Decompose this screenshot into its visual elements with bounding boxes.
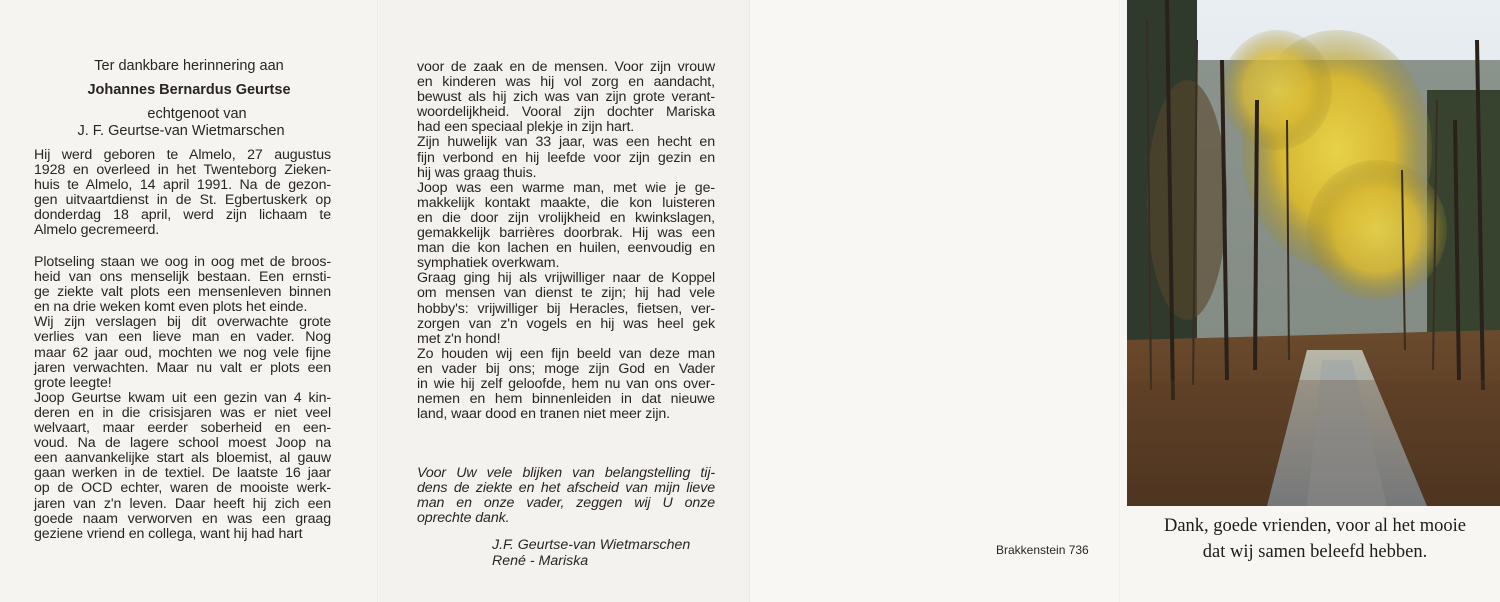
text-line: Plotseling staan we oog in oog met de broos- [34, 254, 331, 270]
text-line: heid van ons menselijk bestaan. Een ernsti- [34, 269, 331, 286]
text-line: Zo houden wij een fijn beeld van deze man [417, 345, 715, 362]
thanks-paragraph [417, 466, 715, 526]
text-line: voor de zaak en de mensen. Voor zijn vrouw [417, 59, 715, 75]
text-line: een aanvankelijke start als bloemist, al gauw [34, 450, 331, 467]
text-line: Hij werd geboren te Almelo, 27 augustus [34, 147, 331, 163]
text-line: gen uitvaartdienst in de St. Egbertuskerk op [34, 192, 331, 209]
forest-path-photo [1127, 0, 1500, 506]
signature-spouse: J.F. Geurtse-van Wietmarschen [492, 537, 691, 553]
text-line: bewust als hij zich was van zijn grote verant- [417, 89, 715, 106]
text-line: fijn verbond en hij leefde voor zijn gezin en [417, 149, 715, 166]
fold-line [749, 0, 751, 602]
text-line: op de OCD echter, waren de mooiste werk- [34, 480, 331, 497]
text-line: Voor Uw vele blijken van belangstelling tij- [417, 465, 715, 481]
text-line: man en onze vader, zeggen wij U onze [417, 495, 715, 512]
text-line: met z'n hond! [417, 330, 501, 347]
text-line: goede naam verworven en was een graag [34, 510, 331, 527]
text-line: 1928 en overleed in het Twenteborg Zieken- [34, 162, 331, 179]
fold-line [1119, 0, 1121, 602]
text-line: ge ziekte valt plots een mensenleven binnen [34, 284, 331, 301]
text-line: jaren verwachten. Maar nu valt er plots een [34, 359, 331, 376]
text-line: symphatiek overkwam. [417, 255, 560, 272]
text-line: Zijn huwelijk van 33 jaar, was een hecht en [417, 134, 715, 151]
text-line: zorgen van z'n vogels en hij was heel gek [417, 315, 715, 332]
tribute-paragraph [34, 255, 331, 542]
card-panel-blank [750, 0, 1120, 602]
text-line: gemakkelijk barrières doorbrak. Hij was een [417, 225, 715, 242]
deceased-name: Johannes Bernardus Geurtse [87, 82, 291, 98]
text-line: deren en in die crisisjaren was er niet veel [34, 404, 331, 421]
text-line: in wie hij zelf geloofde, hem nu van ons over- [417, 375, 715, 392]
text-line: geziene vriend en collega, want hij had hart [34, 525, 303, 542]
text-line: hobby's: vrijwilliger bij Heracles, fietsen, ver- [417, 300, 715, 317]
text-line: grote leegte! [34, 374, 112, 391]
biography-paragraph [34, 148, 331, 239]
text-line: en kinderen was hij vol zorg en aandacht, [417, 74, 715, 91]
text-line: Joop was een warme man, met wie je ge- [417, 179, 715, 196]
text-line: welvaart, maar eerder soberheid en een- [34, 420, 331, 437]
text-line: huis te Almelo, 14 april 1991. Na de gezon- [34, 177, 331, 194]
text-line: oprechte dank. [417, 510, 510, 527]
text-line: en die door zijn vrolijkheid en kwinkslagen, [417, 209, 715, 226]
tribute-paragraph-continued [417, 60, 715, 422]
signature-children: René - Mariska [492, 553, 589, 569]
text-line: gaan werken in de textiel. De laatste 16 jaar [34, 465, 331, 482]
text-line: Wij zijn verslagen bij dit overwachte grote [34, 314, 331, 331]
text-line: maar 62 jaar oud, mochten we nog vele fijne [34, 344, 331, 361]
text-line: land, waar dood en tranen niet meer zijn. [417, 406, 671, 423]
text-line: jaren van z'n leven. Daar heeft hij zich een [34, 495, 331, 512]
print-reference: Brakkenstein 736 [996, 543, 1089, 557]
text-line: voud. Na de lagere school moest Joop na [34, 435, 331, 452]
text-line: dens de ziekte en het afscheid van mijn lieve [417, 480, 715, 497]
text-line: nemen en hem binnenleiden in dat nieuwe [417, 391, 715, 408]
text-line: donderdag 18 april, werd zijn lichaam te [34, 207, 331, 224]
spouse-label: echtgenoot van [147, 106, 247, 122]
text-line: om mensen van dienst te zijn; hij had vele [417, 285, 715, 302]
text-line: had een speciaal plekje in zijn hart. [417, 119, 635, 136]
caption-line-2: dat wij samen beleefd hebben. [1202, 542, 1428, 562]
text-line: Graag ging hij als vrijwilliger naar de Koppel [417, 270, 715, 287]
text-line: makkelijk kontakt maakte, die kon luisteren [417, 194, 715, 211]
photo-caption [1130, 513, 1500, 565]
text-line: man die kon lachen en huilen, eenvoudig en [417, 240, 715, 257]
caption-line-1: Dank, goede vrienden, voor al het mooie [1163, 516, 1467, 536]
text-line: woordelijkheid. Vooral zijn dochter Mariska [417, 104, 715, 121]
text-line: en na drie weken komt even plots het einde. [34, 299, 308, 316]
text-line: Joop Geurtse kwam uit een gezin van 4 kin- [34, 389, 331, 406]
spouse-name: J. F. Geurtse-van Wietmarschen [77, 123, 285, 139]
text-line: Almelo gecremeerd. [34, 222, 160, 239]
text-line: en vader bij ons; moge zijn God en Vader [417, 360, 715, 377]
intro-text: Ter dankbare herinnering aan [94, 58, 284, 74]
text-line: verlies van een lieve man en vader. Nog [34, 329, 331, 346]
text-line: hij was graag thuis. [417, 164, 537, 181]
